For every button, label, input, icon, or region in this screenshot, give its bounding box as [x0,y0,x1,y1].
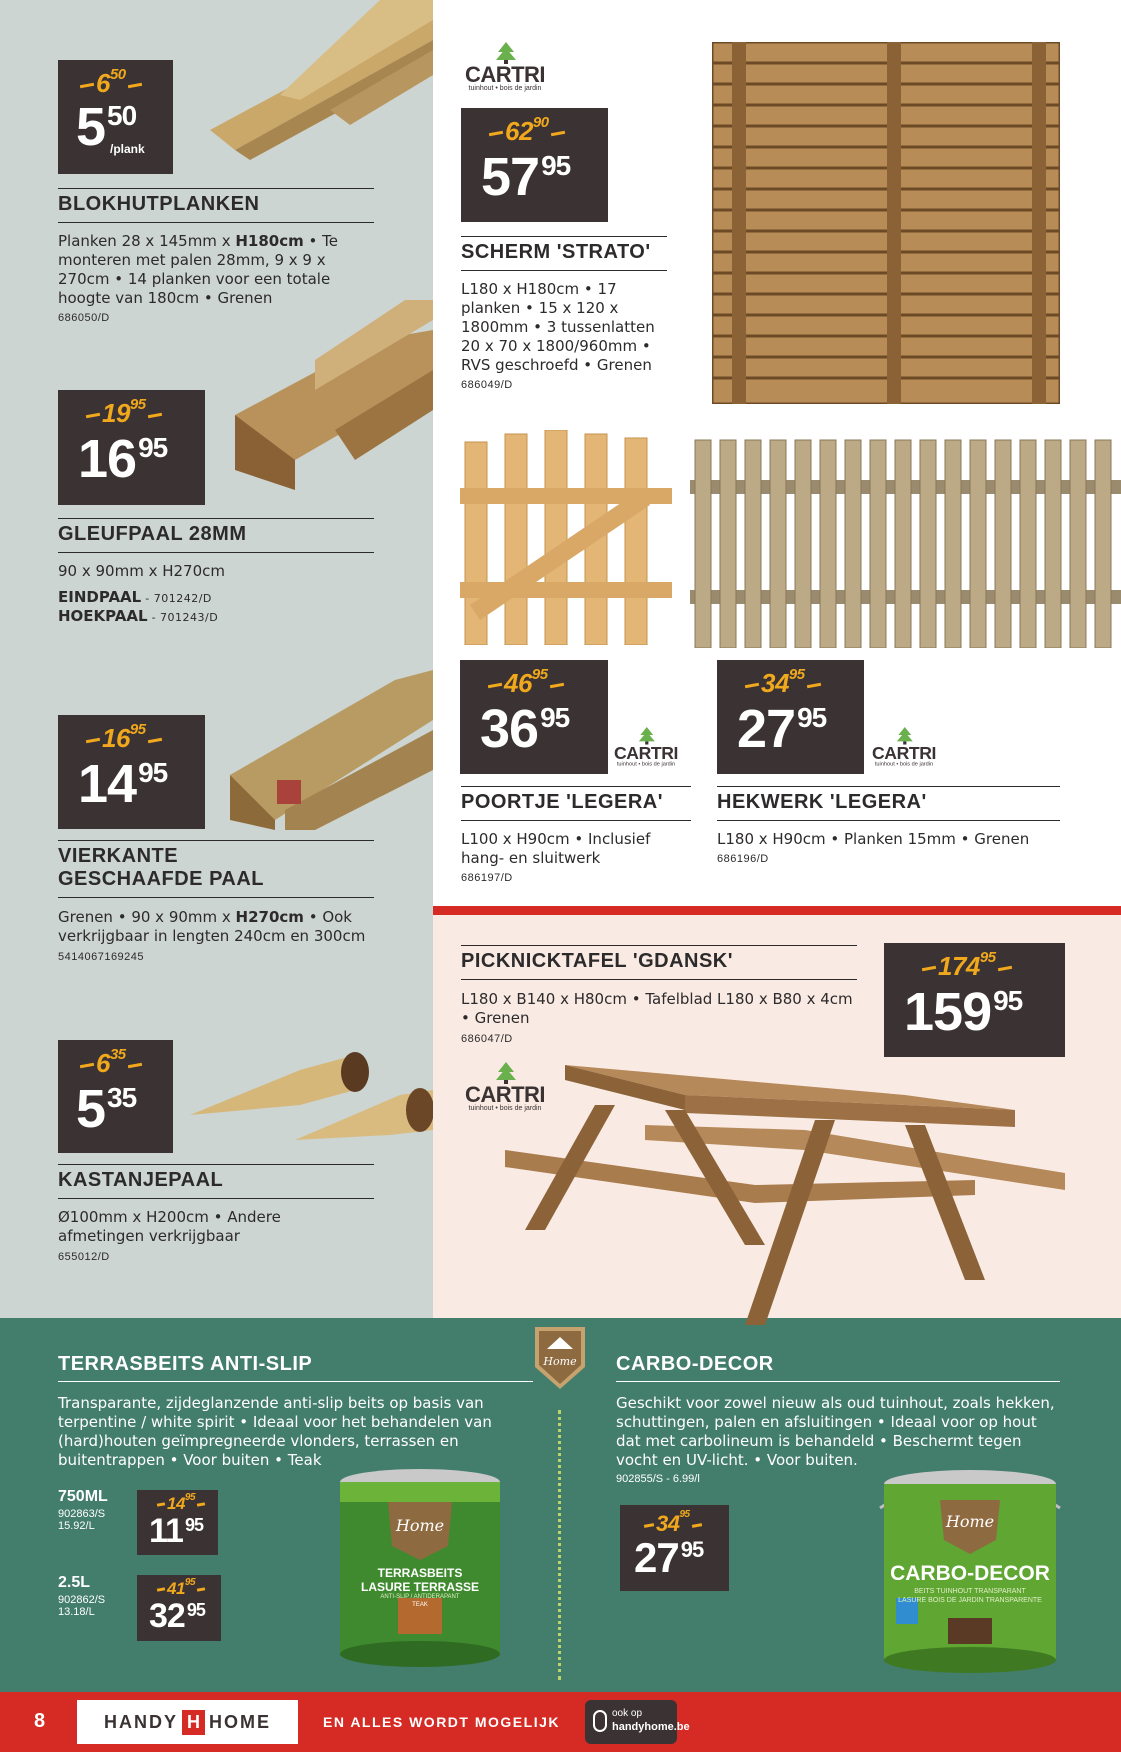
carbo-can-image: Home CARBO-DECOR BEITS TUINHOUT TRANSPARANT LASURE BOIS DE JARDIN TRANSPARENTE [876,1468,1064,1674]
product-title-terrasbeits: TERRASBEITS ANTI-SLIP [58,1353,533,1382]
footer-tagline: EN ALLES WORDT MOGELIJK [323,1714,560,1730]
product-title-hekwerk: HEKWERK 'LEGERA' [717,786,1060,821]
price-box-poortje: $46^{95}$ $36^{95}$ [460,660,608,774]
new-price: 5 [76,97,106,157]
product-desc-strato: L180 x H180cm • 17 planken • 15 x 120 x 1800mm • 3 tussenlatten 20 x 70 x 1800/960mm • RVS geschroefd • Grenen [461,280,655,374]
fence-panel-photo [712,42,1060,404]
red-divider [433,906,1121,915]
terrasbeits-can-image: Home TERRASBEITS LASURE TERRASSE ANTI-SLIP / ANTIDERAPANT TEAK [338,1468,502,1668]
product-title-vierkant: VIERKANTE GESCHAAFDE PAAL [58,840,374,898]
price-box-terrasbeits-2-5l: $41^{95}$ 32 $^{95}$ [137,1575,221,1641]
variant-2-5l: 2.5L 902862/S 13.18/L [58,1574,106,1618]
home-badge-icon: Home [535,1327,585,1389]
price-box-hekwerk: $34^{95}$ $27^{95}$ [717,660,864,774]
product-desc-gleuf: 90 x 90mm x H270cm [58,562,225,580]
picnic-table-photo [505,1055,1080,1335]
product-code-picknick: 686047/D [461,1033,513,1045]
product-code-carbo: 902855/S - 6.99/l [616,1473,700,1485]
product-title-blokhut: BLOKHUTPLANKEN [58,188,374,223]
planks-photo [180,0,433,160]
product-desc-blokhut: Planken 28 x 145mm x H180cm • Te monteren met palen 28mm, 9 x 9 x 270cm • 14 planken voor een totale hoogte van 180cm • Grenen [58,232,338,307]
price-box-blokhut [58,60,173,174]
price-box-gleuf: $19^{95}$ $16^{95}$ [58,390,205,505]
product-code-kastanje: 655012/D [58,1251,110,1263]
price-box-strato: $62^{90}$ $57^{95}$ [461,108,608,222]
price-box-vierkant: $16^{95}$ $14^{95}$ [58,715,205,829]
product-code-hekwerk: 686196/D [717,853,769,865]
handyhome-logo[interactable]: HANDY H HOME [77,1700,298,1744]
square-posts-photo [225,660,433,830]
product-desc-kastanje: Ø100mm x H200cm • Andere afmetingen verkrijgbaar [58,1208,281,1245]
mouse-icon [593,1710,607,1732]
product-code-strato: 686049/D [461,379,513,391]
product-code-vierkant: 5414067169245 [58,951,145,963]
price-box-terrasbeits-750ml: $14^{95}$ 11 $^{95}$ [137,1490,218,1555]
product-desc-poortje: L100 x H90cm • Inclusief hang- en sluitwerk [461,830,651,867]
old-price-cents: 50 [109,66,126,83]
old-price: 6 [96,68,110,98]
price-box-picknick: $174^{95}$ $159^{95}$ [884,943,1065,1057]
product-title-kastanje: KASTANJEPAAL [58,1164,374,1199]
gate-photo [460,430,672,645]
product-title-picknick: PICKNICKTAFEL 'GDANSK' [461,945,857,980]
cartri-logo: CARTRI tuinhout • bois de jardin [868,727,940,770]
column-divider [558,1410,561,1680]
website-link[interactable] [585,1700,690,1744]
price-box-carbo: $34^{95}$ $27^{95}$ [620,1505,729,1591]
slotted-post-photo [225,300,433,490]
product-desc-hekwerk: L180 x H90cm • Planken 15mm • Grenen [717,830,1030,848]
fence-photo [690,430,1121,648]
cartri-logo: CARTRI tuinhout • bois de jardin [460,42,550,96]
product-code-blokhut: 686050/D [58,312,110,324]
chestnut-posts-photo [180,1010,433,1150]
product-title-strato: SCHERM 'STRATO' [461,236,667,271]
price-box-kastanje: $6^{35}$ $5^{35}$ [58,1040,173,1153]
product-code-poortje: 686197/D [461,872,513,884]
product-desc-vierkant: Grenen • 90 x 90mm x H270cm • Ook verkrijgbaar in lengten 240cm en 300cm [58,908,366,945]
variant-eindpaal: EINDPAAL - 701242/D [58,588,212,606]
cartri-logo: CARTRI tuinhout • bois de jardin [460,1062,550,1116]
website-label: ook op [612,1708,643,1719]
website-url: handyhome.be [612,1721,690,1733]
variant-hoekpaal: HOEKPAAL - 701243/D [58,607,219,625]
product-title-carbo: CARBO-DECOR [616,1353,1060,1382]
new-price-cents: 50 [107,100,137,131]
product-desc-terrasbeits: Transparante, zijdeglanzende anti-slip beits op basis van terpentine / white spirit • Ideaal voor het behandelen van (hard)houten geïmpregneerde vlonders, terrassen en buitentrappen • Voor buiten • Teak [58,1394,492,1469]
product-desc-picknick: L180 x B140 x H80cm • Tafelblad L180 x B80 x 4cm • Grenen [461,990,853,1027]
page-number: 8 [34,1710,46,1732]
product-title-poortje: POORTJE 'LEGERA' [461,786,691,821]
product-title-gleuf: GLEUFPAAL 28MM [58,518,374,553]
price-unit: /plank [110,142,145,156]
product-desc-carbo: Geschikt voor zowel nieuw als oud tuinhout, zoals hekken, schuttingen, palen en afsluitingen • Ideaal voor op hout dat met carbolineum is behandeld • Beschermt tegen vocht en UV-licht. • Voor buiten. [616,1394,1055,1469]
variant-750ml: 750ML 902863/S 15.92/L [58,1488,108,1532]
cartri-logo: CARTRI tuinhout • bois de jardin [610,727,682,770]
